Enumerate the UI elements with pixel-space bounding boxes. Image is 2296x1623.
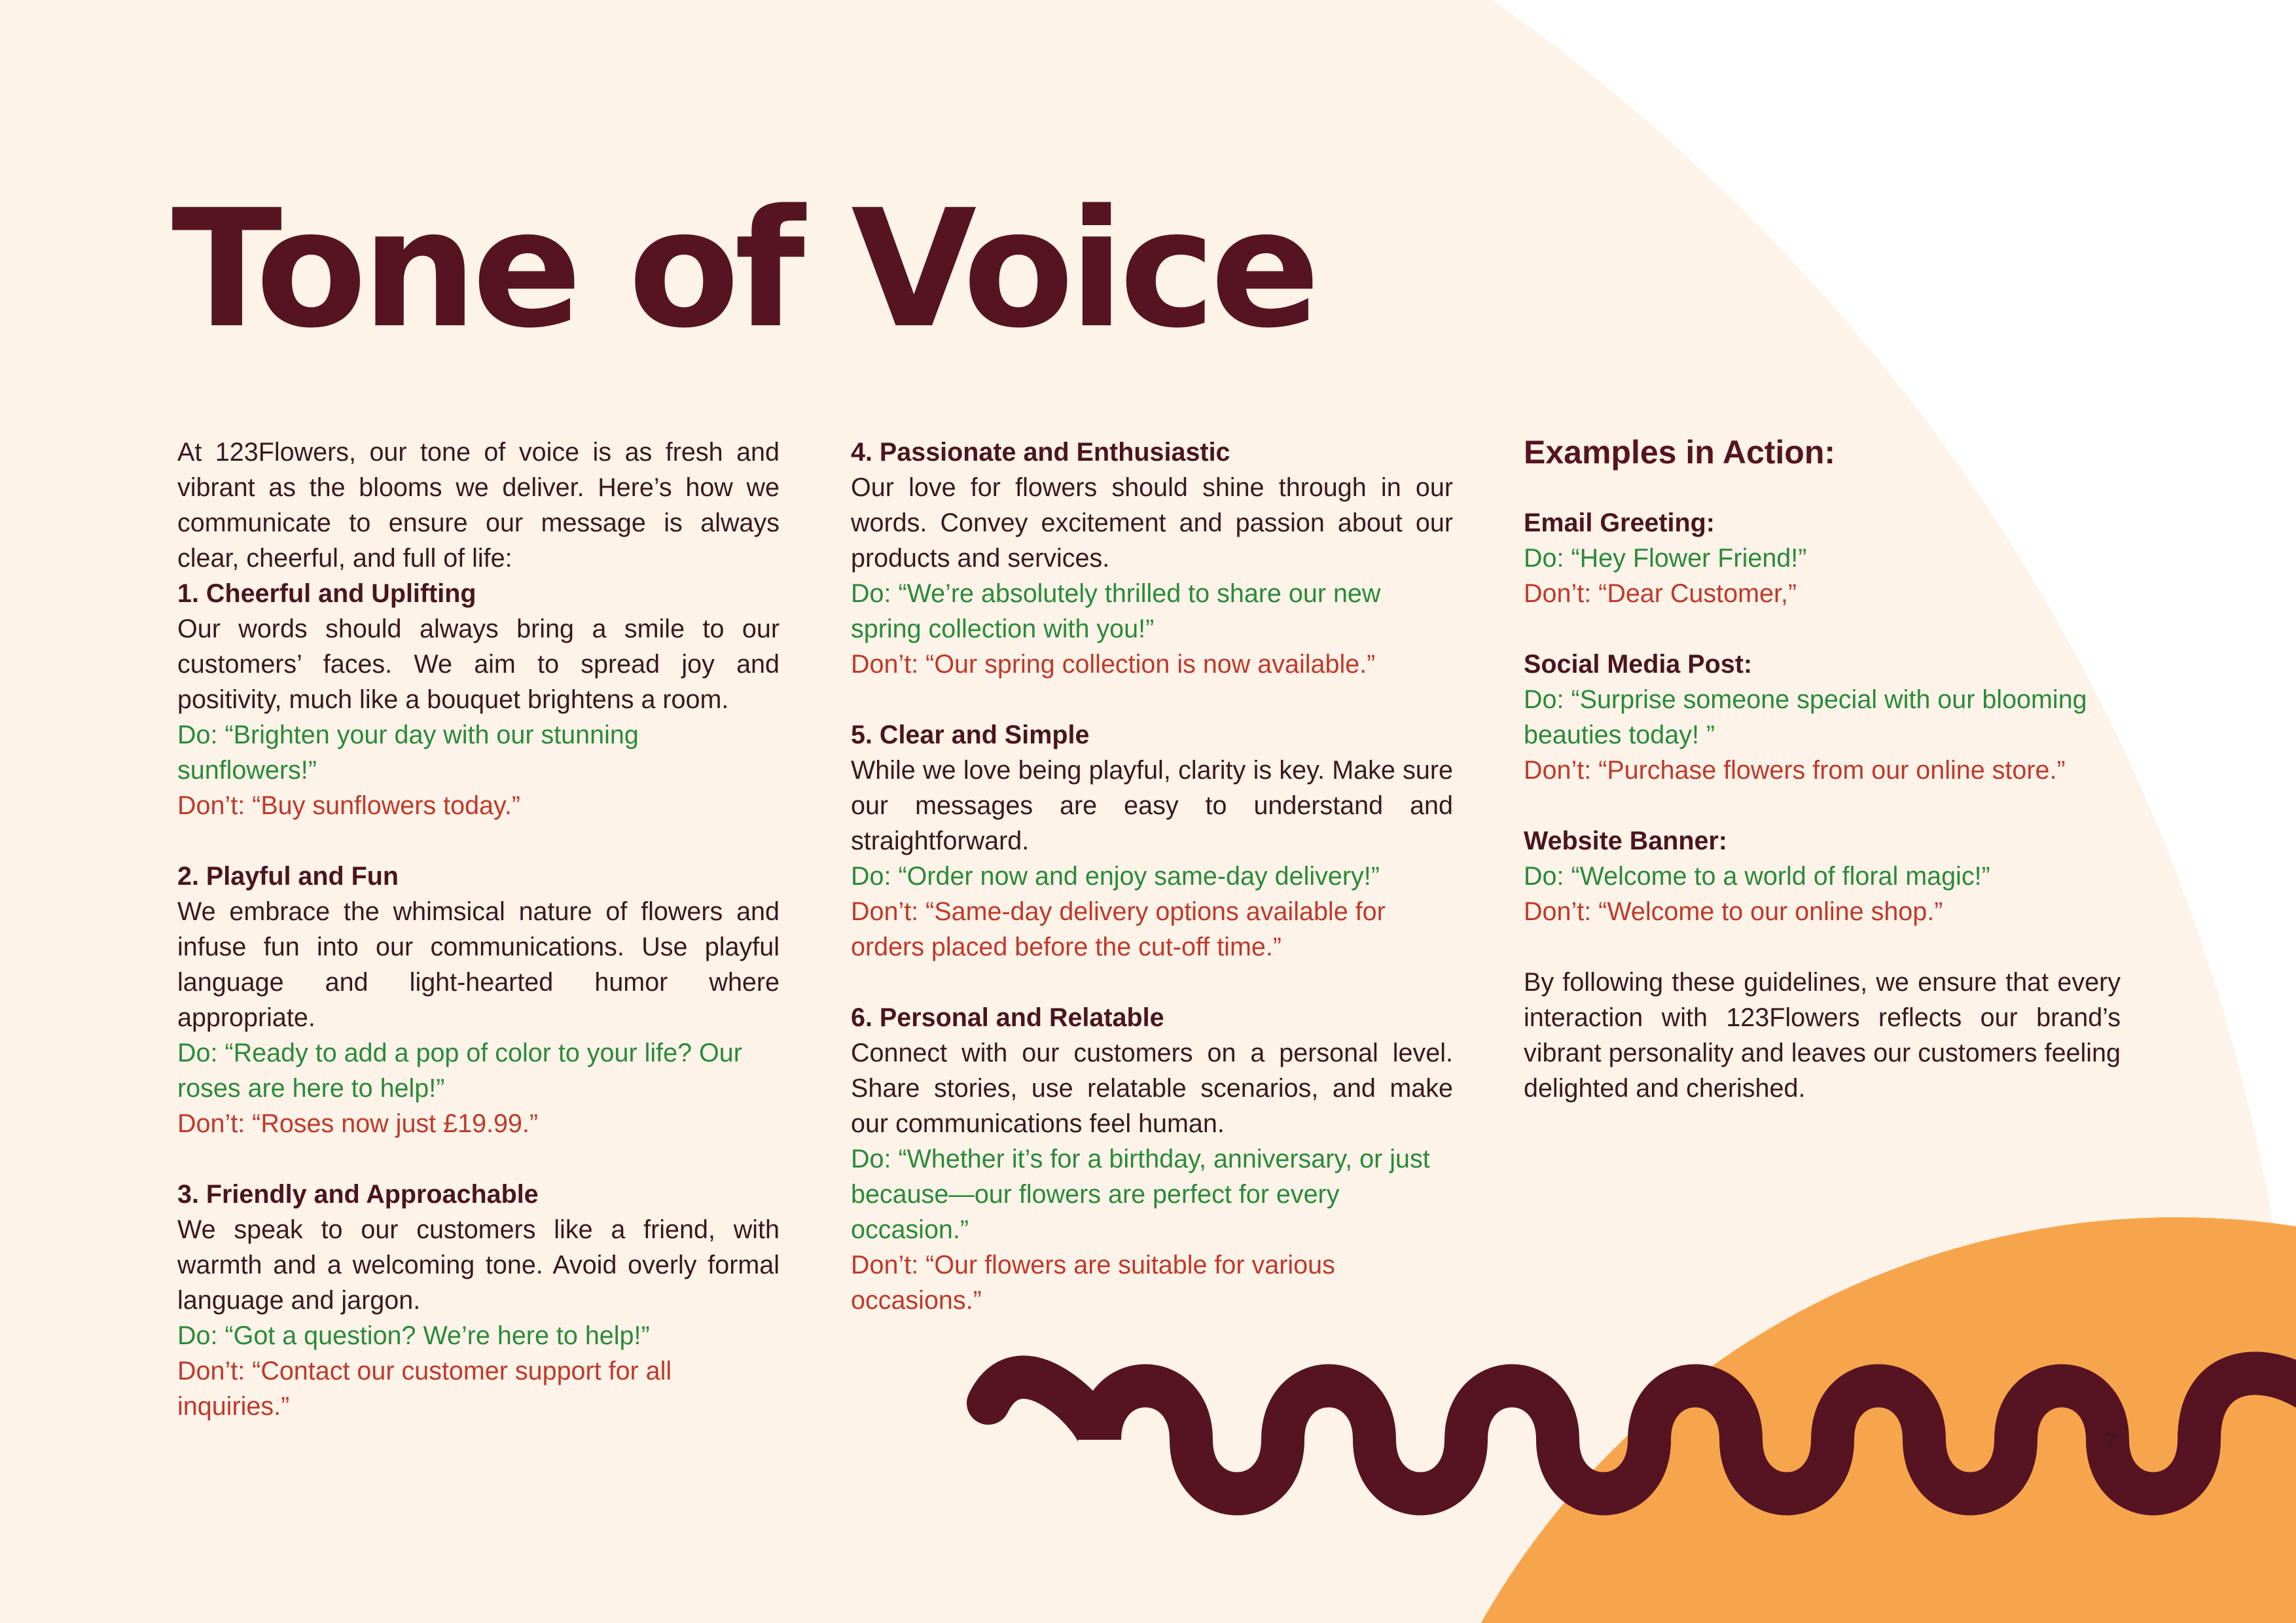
principle-heading: 3. Friendly and Approachable (177, 1180, 539, 1209)
do-example: Do: “Ready to add a pop of color to your life? Our roses are here to help!” (177, 1039, 742, 1103)
dont-example: Don’t: “Roses now just £19.99.” (177, 1109, 539, 1138)
principle-passionate (851, 435, 1453, 682)
dont-example: Don’t: “Buy sunflowers today.” (177, 791, 520, 820)
principle-heading: 4. Passionate and Enthusiastic (851, 438, 1230, 467)
do-example: Do: “Welcome to a world of floral magic!” (1524, 862, 1990, 891)
do-example: Do: “Brighten your day with our stunning sunflowers!” (177, 721, 639, 785)
dont-example: Don’t: “Our spring collection is now available.” (851, 650, 1376, 679)
principle-body: Our words should always bring a smile to our customers’ faces. We aim to spread joy and positivity, much like a bouquet brightens a room. (177, 615, 780, 714)
example-label: Email Greeting: (1524, 508, 1715, 537)
dont-example: Don’t: “Our flowers are suitable for various occasions.” (851, 1251, 1335, 1315)
example-label: Social Media Post: (1524, 650, 1753, 679)
do-example: Do: “Whether it’s for a birthday, anniversary, or just because—our flowers are perfect for every occasion.” (851, 1145, 1430, 1244)
dont-example: Don’t: “Welcome to our online shop.” (1524, 897, 1943, 926)
principle-body: Connect with our customers on a personal level. Share stories, use relatable scenarios, and make our communications feel human. (851, 1039, 1453, 1138)
principle-heading: 5. Clear and Simple (851, 721, 1090, 749)
column-middle (851, 435, 1453, 1353)
principle-body: We embrace the whimsical nature of flowers and infuse fun into our communications. Use playful language and light-hearted humor where appropriate. (177, 897, 780, 1032)
principle-heading: 1. Cheerful and Uplifting (177, 579, 476, 608)
principle-clear (851, 717, 1453, 965)
do-example: Do: “Surprise someone special with our blooming beauties today! ” (1524, 685, 2087, 749)
column-right (1524, 435, 2121, 1106)
do-example: Do: “Got a question? We’re here to help!” (177, 1321, 650, 1350)
example-social (1524, 647, 2121, 788)
closing-paragraph: By following these guidelines, we ensure that every interaction with 123Flowers reflects our brand’s vibrant personality and leaves our customers feeling delighted and cherished. (1524, 968, 2121, 1103)
example-banner (1524, 823, 2121, 929)
principle-heading: 6. Personal and Relatable (851, 1003, 1164, 1032)
example-email (1524, 505, 2121, 611)
principle-friendly (177, 1177, 780, 1424)
principle-body: Our love for flowers should shine through in our words. Convey excitement and passion about our products and services. (851, 473, 1453, 573)
do-example: Do: “Hey Flower Friend!” (1524, 544, 1807, 573)
examples-heading: Examples in Action: (1524, 434, 1836, 471)
principle-body: We speak to our customers like a friend, with warmth and a welcoming tone. Avoid overly formal language and jargon. (177, 1215, 780, 1315)
dont-example: Don’t: “Purchase flowers from our online store.” (1524, 756, 2066, 785)
example-label: Website Banner: (1524, 827, 1727, 855)
column-left (177, 435, 780, 1459)
dont-example: Don’t: “Contact our customer support for all inquiries.” (177, 1357, 672, 1421)
principle-heading: 2. Playful and Fun (177, 862, 399, 891)
page-title: Tone of Voice (171, 175, 1316, 364)
intro-paragraph: At 123Flowers, our tone of voice is as fresh and vibrant as the blooms we deliver. Here’s how we communicate to ensure our message is always clear, cheerful, and full of life: (177, 438, 780, 573)
principle-cheerful (177, 576, 780, 823)
page-number: 7 (2104, 1428, 2117, 1455)
principle-body: While we love being playful, clarity is key. Make sure our messages are easy to understand and straightforward. (851, 756, 1453, 855)
do-example: Do: “We’re absolutely thrilled to share our new spring collection with you!” (851, 579, 1381, 643)
wave-squiggle-shape (988, 1374, 2296, 1494)
principle-playful (177, 859, 780, 1141)
principle-personal (851, 1000, 1453, 1318)
do-example: Do: “Order now and enjoy same-day delivery!” (851, 862, 1380, 891)
dont-example: Don’t: “Same-day delivery options available for orders placed before the cut-off time.” (851, 897, 1386, 961)
dont-example: Don’t: “Dear Customer,” (1524, 579, 1797, 608)
